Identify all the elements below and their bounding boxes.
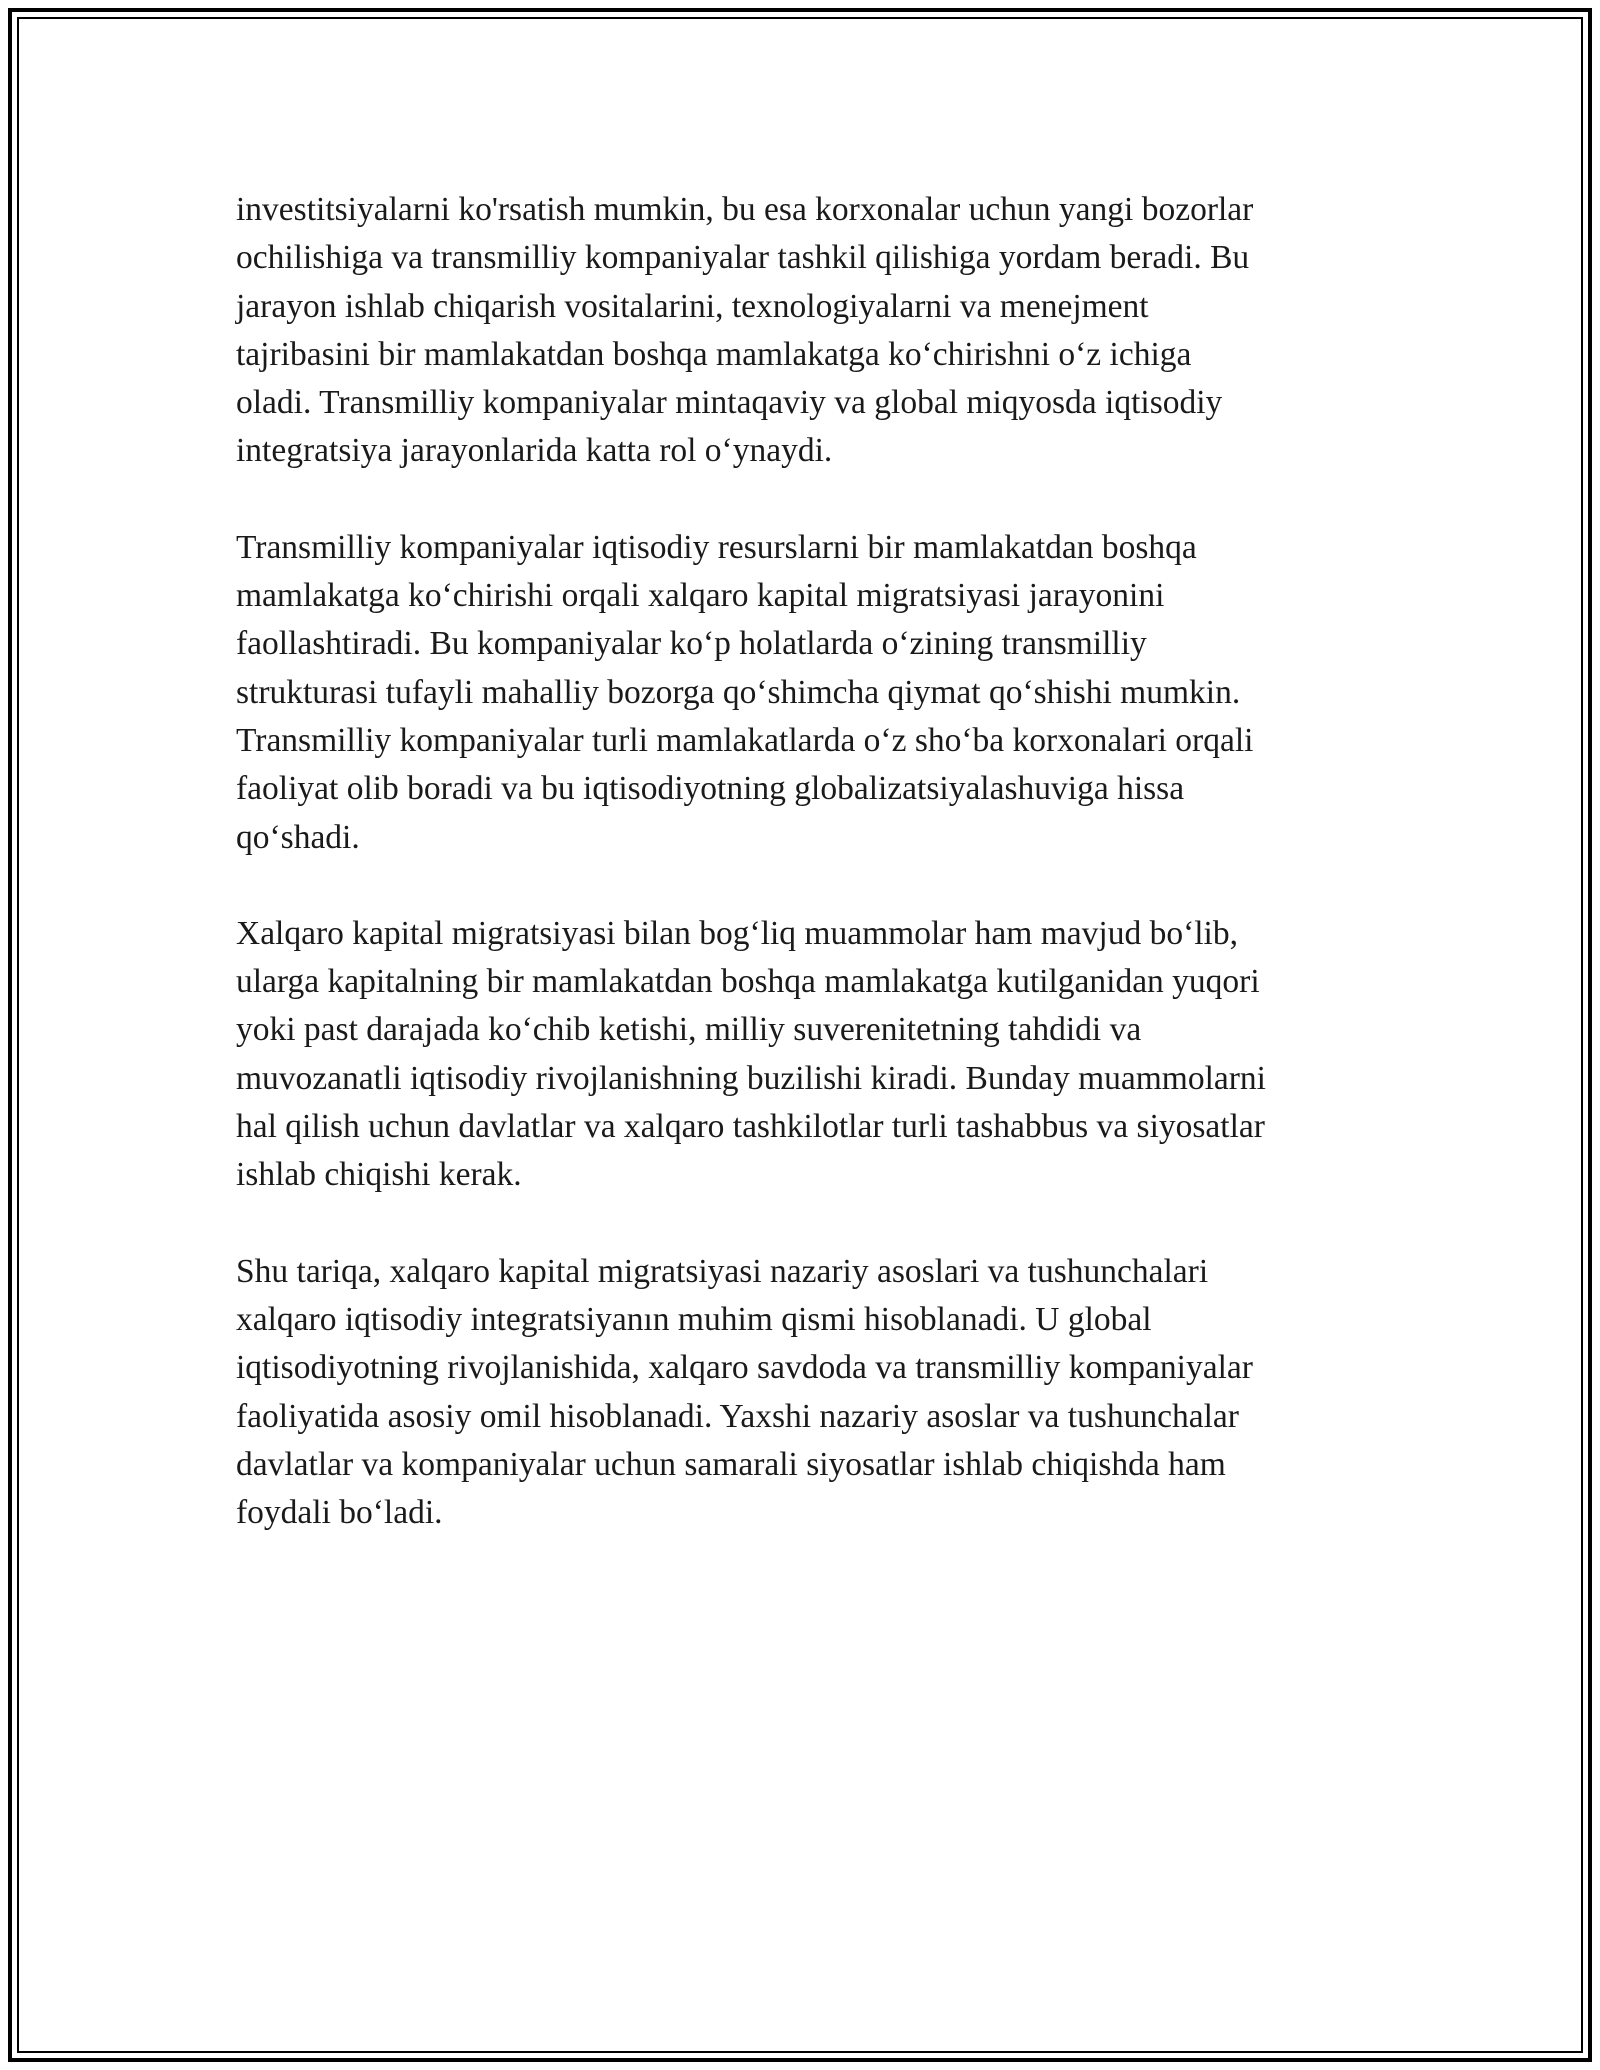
paragraph-4: Shu tariqa, xalqaro kapital migratsiyasi nazariy asoslari va tushunchalari xalqaro iqtisodiy integratsiyanın muhim qismi hisoblanadi. U global iqtisodiyotning rivojlanishida, xalqaro savdoda va transmilliy kompaniyalar faoliyatida asosiy omil hisoblanadi. Yaxshi nazariy asoslar va tushunchalar davlatlar va kompaniyalar uchun samarali siyosatlar ishlab chiqishda ham foydali boʻladi. bbox=[236, 1252, 1253, 1532]
document-body bbox=[236, 186, 1376, 1585]
paragraph-2: Transmilliy kompaniyalar iqtisodiy resurslarni bir mamlakatdan boshqa mamlakatga koʻchirishi orqali xalqaro kapital migratsiyasi jarayonini faollashtiradi. Bu kompaniyalar koʻp holatlarda oʻzining transmilliy strukturasi tufayli mahalliy bozorga qoʻshimcha qiymat qoʻshishi mumkin. Transmilliy kompaniyalar turli mamlakatlarda oʻz shoʻba korxonalari orqali faoliyat olib boradi va bu iqtisodiyotning globalizatsiyalashuviga hissa qoʻshadi. bbox=[236, 528, 1254, 856]
paragraph-3: Xalqaro kapital migratsiyasi bilan bogʻliq muammolar ham mavjud boʻlib, ularga kapitalning bir mamlakatdan boshqa mamlakatga kutilganidan yuqori yoki past darajada koʻchib ketishi, milliy suverenitetning tahdidi va muvozanatli iqtisodiy rivojlanishning buzilishi kiradi. Bunday muammolarni hal qilish uchun davlatlar va xalqaro tashkilotlar turli tashabbus va siyosatlar ishlab chiqishi kerak. bbox=[236, 914, 1266, 1194]
paragraph-1: investitsiyalarni ko'rsatish mumkin, bu esa korxonalar uchun yangi bozorlar ochilishiga va transmilliy kompaniyalar tashkil qilishiga yordam beradi. Bu jarayon ishlab chiqarish vositalarini, texnologiyalarni va menejment tajribasini bir mamlakatdan boshqa mamlakatga koʻchirishni oʻz ichiga oladi. Transmilliy kompaniyalar mintaqaviy va global miqyosda iqtisodiy integratsiya jarayonlarida katta rol oʻynaydi. bbox=[236, 191, 1254, 470]
